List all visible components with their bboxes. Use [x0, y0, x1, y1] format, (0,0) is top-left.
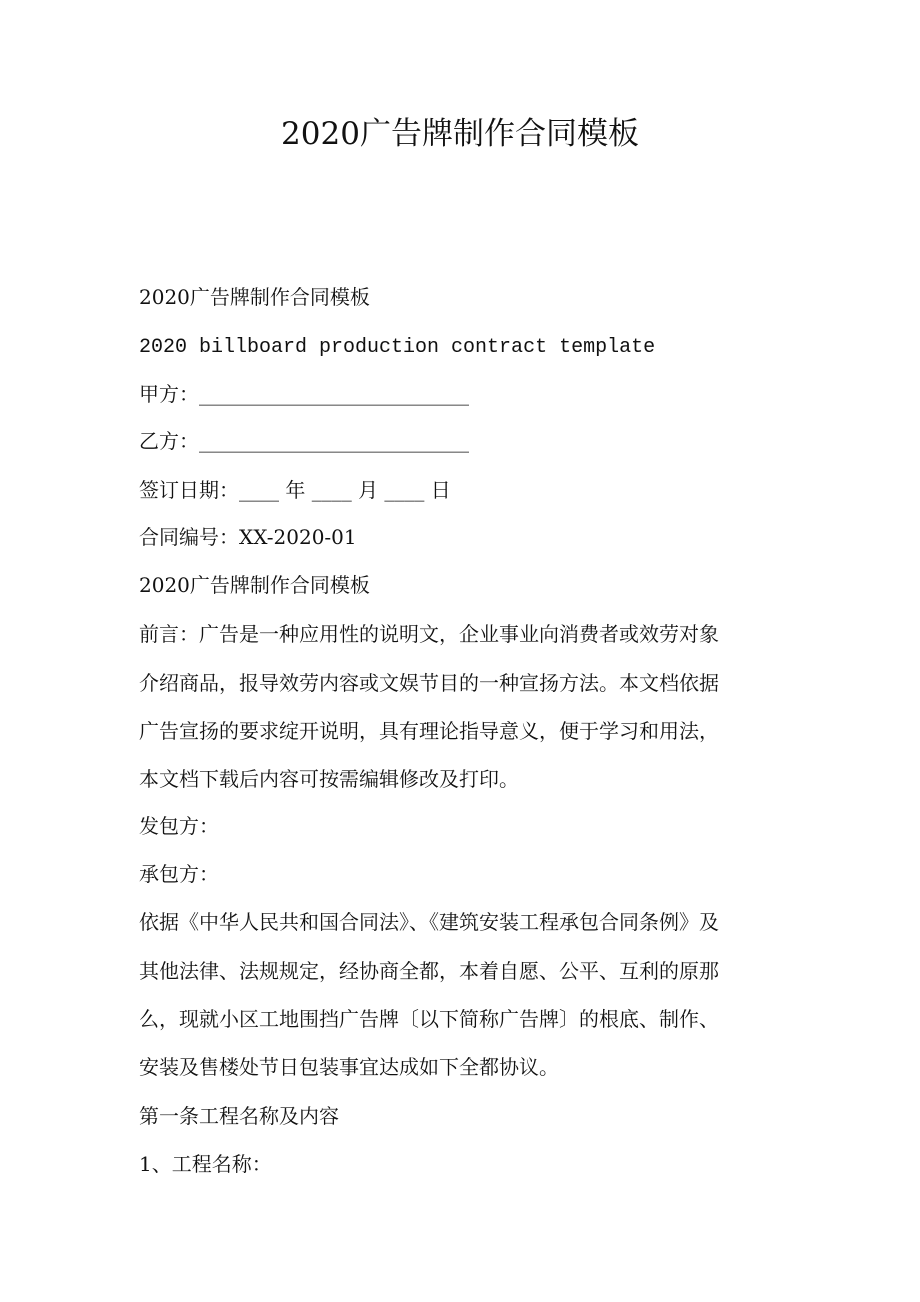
party-a-line: 甲方：___________________________	[139, 382, 469, 406]
basis-line: 其他法律、法规规定，经协商全都，本着自愿、公平、互利的原那	[139, 959, 719, 983]
basis-line: 么，现就小区工地围挡广告牌〔以下简称广告牌〕的根底、制作、	[139, 1007, 719, 1031]
subtitle: 2020广告牌制作合同模板	[139, 285, 370, 309]
preface-line: 本文档下载后内容可按需编辑修改及打印。	[139, 767, 519, 791]
sign-date-line: 签订日期：____ 年 ____ 月 ____ 日	[139, 478, 451, 502]
article-1-heading: 第一条工程名称及内容	[139, 1104, 339, 1128]
item-1-project-name: 1、工程名称：	[139, 1152, 272, 1176]
preface-line: 广告宣扬的要求绽开说明，具有理论指导意义，便于学习和用法，	[139, 719, 719, 743]
employer-label: 发包方：	[139, 814, 219, 838]
contractor-label: 承包方：	[139, 862, 219, 886]
preface-line: 介绍商品，报导效劳内容或文娱节目的一种宣扬方法。本文档依据	[139, 671, 719, 695]
section-heading: 2020广告牌制作合同模板	[139, 573, 370, 597]
document-title: 2020广告牌制作合同模板	[281, 116, 639, 152]
preface-line: 前言：广告是一种应用性的说明文，企业事业向消费者或效劳对象	[139, 622, 719, 646]
contract-number: 合同编号：XX-2020-01	[139, 525, 357, 549]
english-title: 2020 billboard production contract template	[139, 336, 656, 359]
party-b-line: 乙方：___________________________	[139, 429, 469, 453]
basis-line: 依据《中华人民共和国合同法》、《建筑安装工程承包合同条例》及	[139, 910, 719, 934]
basis-line: 安装及售楼处节日包装事宜达成如下全都协议。	[139, 1055, 559, 1079]
